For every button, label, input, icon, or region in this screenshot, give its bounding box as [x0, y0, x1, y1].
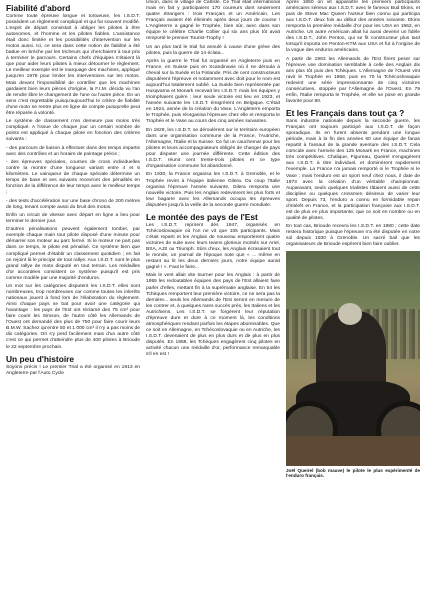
paragraph: Après 1950 on vit apparaître les premiers participants américains sérieux aux I.S.D.T. avec le fameux Bud Ekins, et puis de Steve Mac Queen l'acteur bien connu qui participa aux I.S.D.T. deux fois au début des années soixante. Ekins remporta la première médaille d'or pour les USA en 1962, en Autriche. Un autre Américain allait lui aussi devenir un fidèle des I.S.D.T., John Penton, qui se fit constructeur plus tard lorsqu'il importa en Penton-KTM aux USA et fut à l'origine de la vogue des enduros américains.	[286, 0, 420, 54]
paragraph: Comme toute épreuve longue et tortueuse, les I.S.D.T. possèdent un règlement compliqué et qui fut souvent modifié. L'esprit de départ consistait à obliger les pilotes à être autonomes, et l'homme et les pilotes fiables. L'assistance était donc limitée et les possibilités d'intervention sur les motos aussi. Ici, ce sera dans cette notion de fiabilité a été battue en brèche par les tricheurs qui cherchaient à tout prix à terminer le parcours. Certains chefs d'équipes n'étaient là que pour aider leurs pilotes à mieux détourner le règlement. Le meilleur exemple est le marquage des machines, appliqué jusqu'en 1978 pour limiter les interventions sur les motos. Mais devant l'impossibilité de contrôler que les machines gardaient bien leurs pièces d'origine, la F.I.M. décida vu l'an de rendre libre le changement de l'une ou l'autre pièce. En un sens c'est regrettable puisqu'aujourd'hui le critère de fiabilité d'une moto ne rentre plus en ligne de compte puisqu'elle peut être réparée à volonté.	[6, 14, 140, 116]
heading-histoire: Un peu d'histoire	[6, 353, 75, 364]
paragraph: Sans industrie nationale depuis la seconde guerre, les Français ont toujours participé aux I.S.D.T. de façon sporadique. Ils en furent absents pendant une longue période, mais à la fin des années 60 une équipe de fanas repartit à l'assaut de la grande aventure des I.S.D.T. Cela coïncide avec l'arrivée des 125 Monark en France, machines très compétitives. Chalique, Figureau, Queirel s'engagèrent aux I.S.D.T. à titre individuel, et dominèrent rapidement l'exemple. La France n'a jamais remporté ni le Trophée ni le Vase ; mais l'enduro est un sport neuf chez nous, il date de 1973 avec la création d'un véritable championnat. Auparavant, seuls quelques trialistes tâtaient aussi de cette discipline ou quelques crossmen désireux de varier leur sport. Depuis 73, l'enduro a connu en formidable repan d'intérêt en France, et la participation française aux I.S.D.T. est de plus en plus importante, que ce soit en nombre ou en qualité de pilotes.	[286, 119, 420, 221]
list-item: - des parcours de liaison à effectuer dans des temps impartis avec des contrôles et un horaire de pointage précis ;	[6, 146, 140, 158]
ground	[286, 436, 420, 466]
column-2	[146, 0, 280, 360]
column-1	[6, 0, 140, 379]
paragraph: Enfin un circuit de vitesse avec départ en ligne a lieu pour terminer le dernier jour.	[6, 212, 140, 224]
helmet	[338, 303, 362, 325]
paragraph: Mais le vent allait vite tourner pour les Anglais : à partir de 1955 les redoutables équipes des pays de l'Est allaient faire parler d'elles, mettant fin à la suprématie anglaise. En 54 les Tchèques remportent leur première victoire, ce ne sera pas la dernière... seuls les Allemands de l'Est seront en mesure de les contrer et, à quelques rares succès près, les Italiens et les Autrichiens. Les I.S.D.T. se forgèrent leur réputation d'épreuve dure et dure à ce moment là, les conditions atmosphériques rendant parfois les étapes abominables. Que ce soit en Allemagne, en Tchécoslovaquie ou en Autriche, les I.S.D.T. devenaient de plus en plus durs et de plus en plus disputés. En 1958, les Tchèques engagèrent cinq pilotes en activité chacun une médaille d'or, performance remarquable s'il en est !	[146, 273, 280, 358]
paragraph: Union, dans le village de Carlisle. Ce Trial était international mais en fait y participaient 170 coureurs dont seulement quatre étrangers : trois Français et un Américain. Les Français avaient été éliminés après deux jours de course ! L'Angleterre a gagné le Trophée, bien sûr, avec dans son équipe le célèbre Charlie Collier qui six ans plus tôt avait remporté le premier Tourist-Trophy !	[146, 0, 280, 42]
paragraph: Les I.S.D.T. reprirent dès 1947, organisés en Tchécoslovaquie où l'on ne vit que 105 participants. Mais c'était reparti et les Anglais de nouveau emportèrent quatre victoires de suite avec leurs teams glorieux montés sur Ariel, BSA, AJS ou Triumph. Sûrs d'eux, les Anglais écrasaient tout le monde, un journal de l'époque note que « ... même en restant au lit les deux derniers jours, notre équipe aurait gagné ! ». Faut le faire...	[146, 222, 280, 271]
paragraph: Le système de classement n'en demeure pas moins très compliqué. A l'issue de chaque jour un certain nombre de points est appliqué à chaque pilote en fonction des critères suivants :	[6, 119, 140, 143]
paragraph: Soyons précis ! Le premier Trial a été organisé en 1913 en Angleterre par l'Auto Cycle	[6, 364, 140, 376]
list-item: - des épreuves spéciales, courses de cross individuelles contre la montre d'une longueur variant entre 4 et 6 kilomètres. Le vainqueur de chaque spéciale détermine un temps de base et ses suivants recevront des pénalités en fonction de la différence de leur temps avec le meilleur temps ;	[6, 160, 140, 196]
paragraph: En tout cas, Brioude recevra les I.S.D.T. en 1980 ; cette date restera historique puisque l'épreuve n'a été disputée en notre sol depuis 1930 à Grenoble. Un sacré bail que les organisateurs de Brioude espèrent bien faire oublier.	[286, 224, 420, 248]
paragraph: En 1930, la France organisa les I.S.D.T. à Grenoble, et le Trophée revint à l'équipe italienne Gilera. Du coup l'Italie organisa l'épreuve l'année suivante, Gilera remporta une nouvelle victoire. Puis les Anglais redevinrent les plus forts et leur bagarre avec les Allemands occupa les épreuves disputées jusqu'à la veille de la seconde guerre mondiale.	[146, 172, 280, 208]
column-3	[286, 0, 420, 479]
paragraph: Un an plus tard le trial fut annulé à cause d'une grève des pilotes, puis la guerre de 14 éclata...	[146, 44, 280, 56]
heading-fiabilite: Fiabilité d'abord	[6, 3, 71, 13]
rider-photo	[286, 251, 420, 466]
heading-francais: Et les Français dans tout ça ?	[286, 108, 405, 119]
paragraph: A partir de 1963 les Allemands de l'Est firent peser sur l'épreuve une domination semblable à celle des Anglais dix ans plus tôt puis des Tchèques. L'Allemagne de l'Ouest vint ravir le Trophée en 1968, puis en 70 la Tchécoslovaquie redevint une série impressionnante de cinq victoires consécutives, stoppée par l'Allemagne de l'Ouest. En 79 enfin, l'Italie remporta le Trophée, et elle se pose en grande favorite pour 80.	[286, 56, 420, 105]
paragraph: Après la guerre le Trial fut organisé en Angleterre puis en France, en Suisse puis en Scandinavie où il ne déroula à cheval sur la Suède et la Finlande. Pris de cent constructeurs disputèrent l'épreuve et notamment avec doit pour le nom est aujourd'hui totalement oublié. La Suède bien représentée par Husqvarna et Monark recevait les I.S.D.T. mais les équipes y triomphaient guère ; leur seule victoire est lieu en 1923, et l'année suivante les I.S.D.T. émigrèrent en Belgique. C'était en 1924, année de la création du Vase, L'Angleterre emporta le Trophée, puis réorganisa l'épreuve chez elle et remporta le Trophée et le Vase au cours des cinq années suivantes.	[146, 59, 280, 125]
list-item: - des tests d'accélération sur une base chrono de 200 mètres de long, tenant compte aussi du bruit des motos.	[6, 199, 140, 211]
photo-caption: Joël Queirel (bob mauve) le pilote le plus expérimenté de l'enduro français.	[286, 467, 420, 479]
heading-pays-est: Le montée des pays de l'Est	[146, 211, 258, 222]
paragraph: D'autres pénalisations peuvent également tomber, par exemple chaque main tout pilote disposé d'une minute pour démarrer son moteur au parc fermé. Si le moteur ne part pas dans ce temps, le pilote est pénalisé. Ce système bien que compliqué permet d'établir un classement quotidien ; en fait on rejoint là le principe de tout rallye. Aux I.S.D.T. sont le plus grand rallye de moto disputé en tout terrain. Les médailles d'or accordées consistent ce système puisqu'il est pris comme modèle par une majorité d'enduros.	[6, 227, 140, 281]
paragraph: En 1929, les I.S.D.T. se déroulèrent sur le territoire européen dans une organisation commune de la France, l'Autriche, l'Allemagne, l'Italie et la Suisse. Ce fut un cauchemar pour les pilotes et leurs accompagnateurs obligés de changer de pays pour disputer une journée différente. Cette édition des I.S.D.T. réunit cent trente-trois pilotes et ce type d'organisation commune fut abandonné.	[146, 127, 280, 170]
paragraph: Un mot sur les catégories disputent les I.S.D.T. elles sont nombreuses, trop nombreuses car comme toutes les inlerêts nationaux jouent à fond lors de l'élaboration du règlement. Ainsi chaque pays se bat pour avoir une catégorie qui l'avantage : les pays de l'Est ont réclamé des 75 cm³ pour faire courir les Simson, de l'autre côté les Allemands de l'Ouest ont demandé des plus de 750 pour faire courir leurs B.M.W. Sachez qu'entre 50 et 1 000 cm³ il n'y a pas moins de dix catégories. On s'y perd facilement mais d'un autre côté c'est ce qui permet d'atteindre plus de 400 pilotes à Brioude le 22 septembre prochain.	[6, 284, 140, 350]
